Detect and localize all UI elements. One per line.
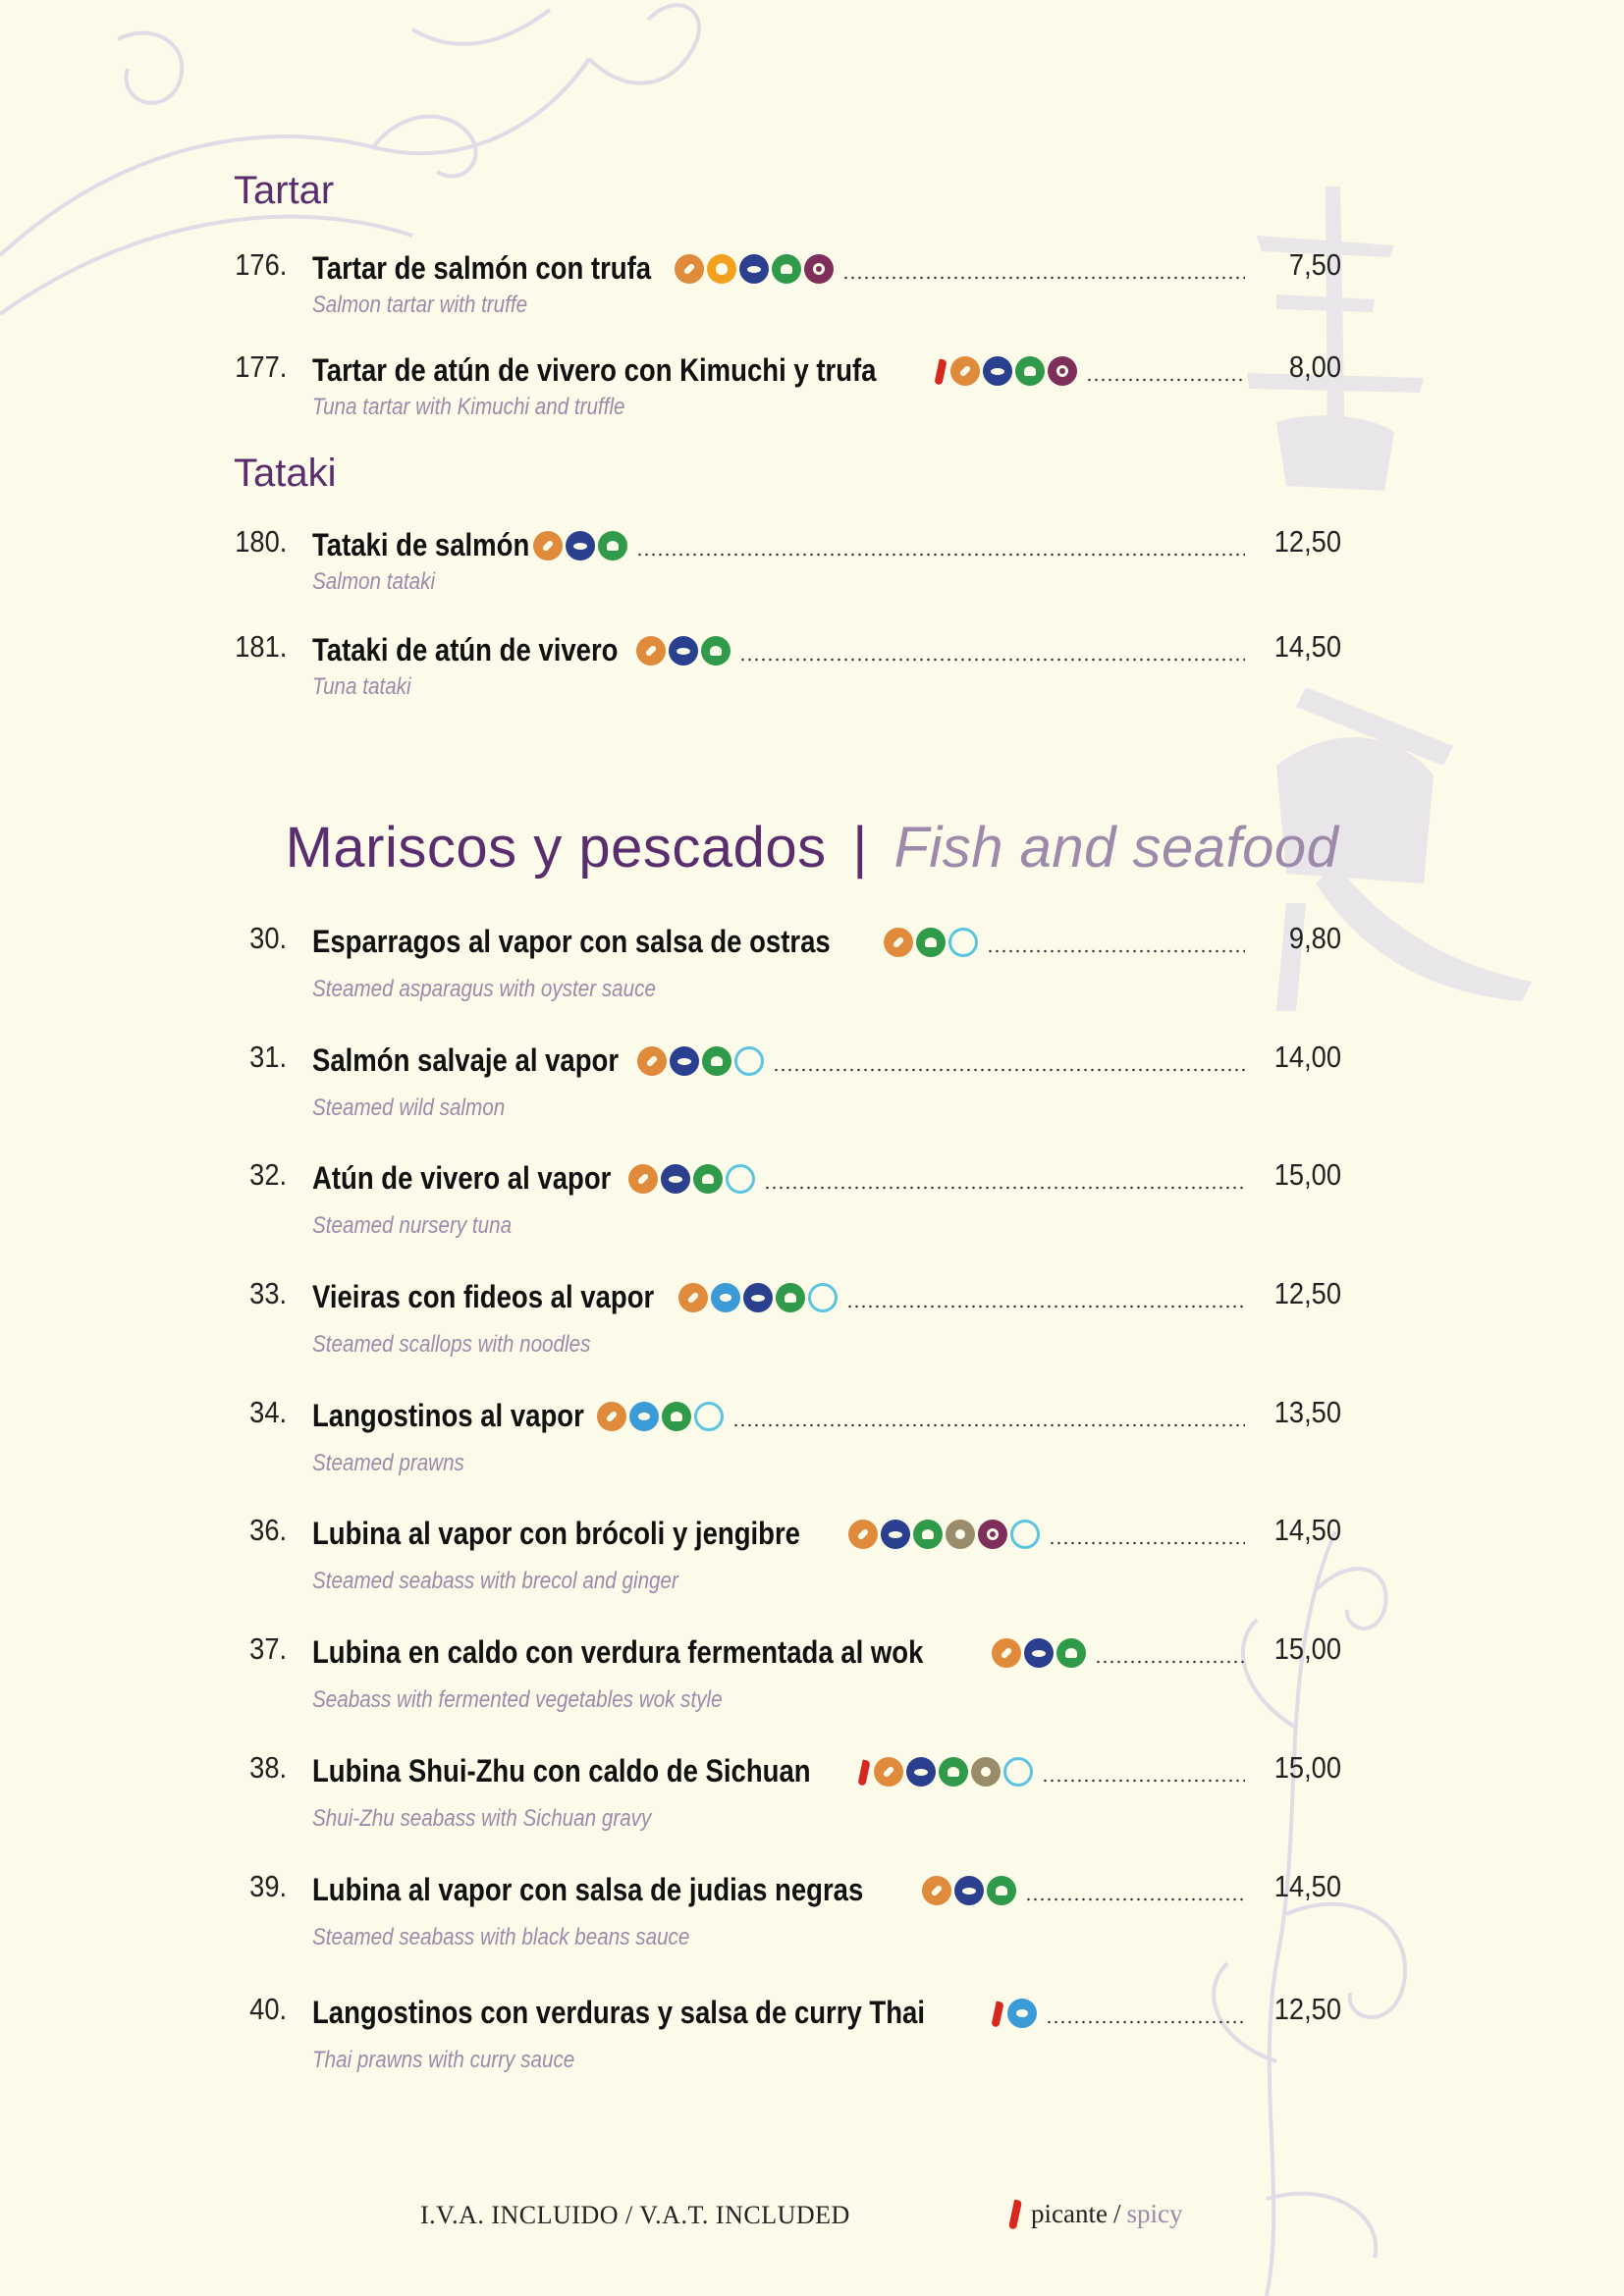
item-line [312, 1276, 1245, 1315]
item-translation: Steamed wild salmon [312, 1095, 506, 1121]
fish-allergen-icon [566, 531, 595, 561]
item-translation: Tuna tataki [312, 673, 411, 700]
item-name: Tataki de salmón [312, 527, 530, 562]
item-number: 38. [249, 1750, 287, 1785]
item-number: 32. [249, 1157, 287, 1192]
dot-leader [1042, 1779, 1245, 1783]
main-title-en: Fish and seafood [893, 816, 1339, 880]
item-line [312, 247, 1245, 287]
mollusc-allergen-icon [1003, 1757, 1033, 1787]
soy-allergen-icon [598, 531, 627, 561]
soy-allergen-icon [662, 1402, 691, 1431]
item-name: Vieiras con fideos al vapor [312, 1279, 655, 1314]
main-section-title [0, 815, 1624, 881]
item-number: 177. [234, 349, 287, 384]
allergen-icons [675, 254, 837, 284]
allergen-icons [884, 928, 981, 957]
sesame-allergen-icon [1048, 356, 1077, 386]
item-name: Atún de vivero al vapor [312, 1160, 612, 1196]
menu-item [0, 349, 1624, 428]
gluten-allergen-icon [637, 1046, 667, 1076]
allergen-icons [678, 1283, 840, 1312]
gluten-allergen-icon [675, 254, 704, 284]
item-line [312, 921, 1245, 960]
item-number: 31. [249, 1040, 287, 1074]
mollusc-allergen-icon [808, 1283, 838, 1312]
gluten-allergen-icon [992, 1638, 1021, 1668]
dot-leader [1046, 2020, 1245, 2024]
menu-item [0, 1513, 1624, 1594]
section-heading-tartar: Tartar [234, 169, 335, 212]
egg-allergen-icon [707, 254, 736, 284]
nuts-allergen-icon [971, 1757, 1001, 1787]
gluten-allergen-icon [848, 1520, 878, 1549]
spicy-legend [1011, 2199, 1182, 2229]
crustacean-allergen-icon [711, 1283, 740, 1312]
mollusc-allergen-icon [948, 928, 978, 957]
item-line [312, 629, 1245, 668]
item-translation: Salmon tataki [312, 568, 436, 595]
gluten-allergen-icon [597, 1402, 626, 1431]
item-line [312, 1631, 1245, 1671]
item-line [312, 1395, 1245, 1434]
dot-leader [773, 1068, 1245, 1072]
item-name: Tataki de atún de vivero [312, 632, 619, 667]
item-price: 14,50 [1273, 1869, 1341, 1903]
allergen-icons [637, 1046, 767, 1076]
menu-item [0, 1395, 1624, 1476]
chili-icon [934, 358, 947, 385]
gluten-allergen-icon [678, 1283, 708, 1312]
item-price: 14,50 [1273, 1513, 1341, 1547]
menu-item [0, 1750, 1624, 1832]
dot-leader [1095, 1660, 1245, 1664]
crustacean-allergen-icon [1007, 1999, 1037, 2028]
item-line [312, 1513, 1245, 1552]
item-translation: Steamed seabass with brecol and ginger [312, 1568, 678, 1594]
item-translation: Steamed seabass with black beans sauce [312, 1924, 690, 1950]
item-name: Lubina al vapor con brócoli y jengibre [312, 1516, 800, 1551]
item-number: 39. [249, 1869, 287, 1903]
mollusc-allergen-icon [1010, 1520, 1040, 1549]
allergen-icons [950, 356, 1080, 386]
allergen-icons [533, 531, 630, 561]
nuts-allergen-icon [946, 1520, 975, 1549]
item-line [312, 349, 1245, 389]
dot-leader [987, 949, 1245, 953]
chili-icon [1008, 2199, 1022, 2229]
soy-allergen-icon [939, 1757, 968, 1787]
item-name: Langostinos al vapor [312, 1398, 584, 1433]
item-name: Langostinos con verduras y salsa de curry Thai [312, 1995, 925, 2030]
item-number: 30. [249, 921, 287, 955]
menu-item [0, 1631, 1624, 1713]
item-number: 37. [249, 1631, 287, 1666]
fish-allergen-icon [739, 254, 769, 284]
soy-allergen-icon [1056, 1638, 1086, 1668]
fish-allergen-icon [669, 636, 698, 666]
dot-leader [842, 276, 1245, 280]
item-price: 12,50 [1273, 524, 1341, 559]
item-number: 181. [234, 629, 287, 664]
item-translation: Steamed asparagus with oyster sauce [312, 976, 656, 1002]
menu-item [0, 524, 1624, 603]
item-number: 36. [249, 1513, 287, 1547]
allergen-icons [597, 1402, 727, 1431]
item-translation: Tuna tartar with Kimuchi and truffle [312, 394, 625, 420]
legend-es: picante [1031, 2199, 1108, 2228]
item-number: 40. [249, 1992, 287, 2026]
menu-item [0, 1157, 1624, 1239]
item-price: 15,00 [1273, 1631, 1341, 1666]
item-price: 13,50 [1273, 1395, 1341, 1429]
allergen-icons [922, 1876, 1019, 1905]
fish-allergen-icon [1024, 1638, 1054, 1668]
item-number: 180. [234, 524, 287, 559]
chili-icon [858, 1759, 871, 1786]
item-name: Tartar de salmón con trufa [312, 250, 652, 286]
item-price: 8,00 [1288, 349, 1341, 384]
section-heading-tataki: Tataki [234, 452, 337, 495]
item-line [312, 524, 1245, 563]
item-price: 14,50 [1273, 629, 1341, 664]
item-price: 15,00 [1273, 1157, 1341, 1192]
item-translation: Shui-Zhu seabass with Sichuan gravy [312, 1805, 652, 1832]
item-number: 176. [234, 247, 287, 282]
crustacean-allergen-icon [629, 1402, 659, 1431]
fish-allergen-icon [881, 1520, 910, 1549]
soy-allergen-icon [701, 636, 731, 666]
item-number: 33. [249, 1276, 287, 1310]
item-line [312, 1992, 1245, 2031]
soy-allergen-icon [913, 1520, 943, 1549]
soy-allergen-icon [776, 1283, 805, 1312]
fish-allergen-icon [906, 1757, 936, 1787]
menu-item [0, 1040, 1624, 1121]
gluten-allergen-icon [628, 1164, 658, 1194]
vat-note: I.V.A. INCLUIDO / V.A.T. INCLUDED [420, 2201, 850, 2229]
soy-allergen-icon [987, 1876, 1016, 1905]
item-price: 12,50 [1273, 1992, 1341, 2026]
menu-item [0, 921, 1624, 1002]
soy-allergen-icon [702, 1046, 731, 1076]
dot-leader [764, 1186, 1245, 1190]
item-line [312, 1040, 1245, 1079]
sesame-allergen-icon [804, 254, 834, 284]
gluten-allergen-icon [533, 531, 563, 561]
dot-leader [636, 553, 1245, 557]
dot-leader [1025, 1897, 1245, 1901]
item-line [312, 1157, 1245, 1197]
item-line [312, 1869, 1245, 1908]
dot-leader [1049, 1541, 1245, 1545]
main-title-es: Mariscos y pescados [285, 816, 827, 880]
item-number: 34. [249, 1395, 287, 1429]
menu-item [0, 1869, 1624, 1948]
item-price: 15,00 [1273, 1750, 1341, 1785]
item-name: Lubina en caldo con verdura fermentada al wok [312, 1634, 924, 1670]
allergen-icons [636, 636, 733, 666]
mollusc-allergen-icon [726, 1164, 755, 1194]
menu-item [0, 1276, 1624, 1358]
soy-allergen-icon [1015, 356, 1045, 386]
item-price: 12,50 [1273, 1276, 1341, 1310]
legend-slash: / [1112, 2199, 1121, 2228]
item-translation: Steamed scallops with noodles [312, 1331, 591, 1358]
gluten-allergen-icon [874, 1757, 903, 1787]
sesame-allergen-icon [978, 1520, 1007, 1549]
fish-allergen-icon [954, 1876, 984, 1905]
gluten-allergen-icon [884, 928, 913, 957]
allergen-icons [874, 1757, 1036, 1787]
menu-item [0, 629, 1624, 708]
fish-allergen-icon [743, 1283, 773, 1312]
item-name: Salmón salvaje al vapor [312, 1042, 620, 1078]
menu-item [0, 1992, 1624, 2073]
menu-item [0, 247, 1624, 326]
fish-allergen-icon [670, 1046, 699, 1076]
dot-leader [1086, 378, 1245, 382]
item-line [312, 1750, 1245, 1789]
item-name: Lubina al vapor con salsa de judias negras [312, 1872, 864, 1907]
gluten-allergen-icon [922, 1876, 951, 1905]
soy-allergen-icon [916, 928, 946, 957]
fish-allergen-icon [983, 356, 1012, 386]
item-price: 7,50 [1288, 247, 1341, 282]
item-name: Tartar de atún de vivero con Kimuchi y trufa [312, 352, 877, 388]
item-price: 14,00 [1273, 1040, 1341, 1074]
item-name: Lubina Shui-Zhu con caldo de Sichuan [312, 1753, 811, 1789]
allergen-icons [992, 1638, 1089, 1668]
allergen-icons [848, 1520, 1043, 1549]
mollusc-allergen-icon [694, 1402, 724, 1431]
gluten-allergen-icon [636, 636, 666, 666]
dot-leader [739, 658, 1245, 662]
allergen-icons [1007, 1999, 1040, 2028]
main-title-separator: | [852, 816, 868, 880]
dot-leader [732, 1423, 1245, 1427]
dot-leader [846, 1305, 1245, 1308]
item-name: Esparragos al vapor con salsa de ostras [312, 924, 831, 959]
item-translation: Thai prawns with curry sauce [312, 2047, 575, 2073]
item-translation: Salmon tartar with truffe [312, 292, 528, 318]
fish-allergen-icon [661, 1164, 690, 1194]
mollusc-allergen-icon [734, 1046, 764, 1076]
legend-en: spicy [1126, 2199, 1183, 2228]
allergen-icons [628, 1164, 758, 1194]
chili-icon [991, 2001, 1003, 2027]
item-translation: Steamed prawns [312, 1450, 464, 1476]
item-translation: Seabass with fermented vegetables wok style [312, 1686, 723, 1713]
soy-allergen-icon [772, 254, 801, 284]
item-price: 9,80 [1288, 921, 1341, 955]
item-translation: Steamed nursery tuna [312, 1212, 513, 1239]
soy-allergen-icon [693, 1164, 723, 1194]
gluten-allergen-icon [950, 356, 980, 386]
